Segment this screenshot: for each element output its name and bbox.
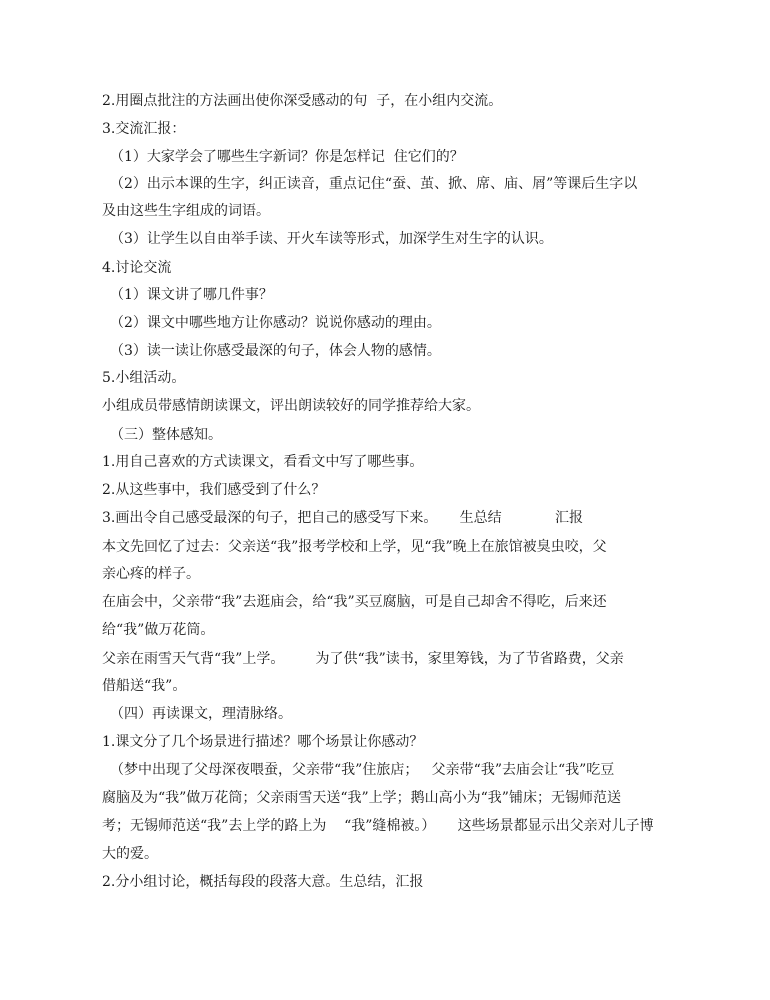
text-line: （三）整体感知。 <box>110 427 222 443</box>
text-line: 2.用圈点批注的方法画出使你深受感动的句 子，在小组内交流。 <box>102 93 503 109</box>
text-line: （3）让学生以自由举手读、开火车读等形式，加深学生对生字的认识。 <box>110 231 553 247</box>
text-line: （四）再读课文，理清脉络。 <box>110 706 292 722</box>
text-line: 2.分小组讨论，概括每段的段落大意。生总结，汇报 <box>102 874 424 890</box>
text-line: （梦中出现了父母深夜喂蚕，父亲带“我”住旅店； 父亲带“我”去庙会让“我”吃豆 <box>110 762 615 778</box>
text-line: 2.从这些事中，我们感受到了什么？ <box>102 482 326 498</box>
text-line: 4.讨论交流 <box>102 260 172 276</box>
text-line: 考；无锡师范送“我”去上学的路上为 “我”缝棉被。） 这些场景都显示出父亲对儿子博 <box>102 818 654 834</box>
text-line: （2）课文中哪些地方让你感动？说说你感动的理由。 <box>110 315 441 331</box>
text-line: （3）读一读让你感受最深的句子，体会人物的感情。 <box>110 343 441 359</box>
text-line: 及由这些生字组成的词语。 <box>102 203 270 219</box>
text-line: 给“我”做万花筒。 <box>102 622 215 638</box>
text-line: （2）出示本课的生字，纠正读音，重点记住“蚕、茧、掀、席、庙、屑”等课后生字以 <box>110 176 638 192</box>
text-line: 5.小组活动。 <box>102 370 186 386</box>
text-line: 借船送“我”。 <box>102 678 187 694</box>
text-line: 3.交流汇报： <box>102 121 186 137</box>
text-line: 在庙会中，父亲带“我”去逛庙会，给“我”买豆腐脑，可是自己却舍不得吃，后来还 <box>102 594 607 610</box>
text-line: （1）课文讲了哪几件事？ <box>110 287 273 303</box>
text-line: 1.用自己喜欢的方式读课文，看看文中写了哪些事。 <box>102 454 424 470</box>
text-line: 3.画出令自己感受最深的句子，把自己的感受写下来。 生总结 汇报 <box>102 510 584 526</box>
text-line: 本文先回忆了过去：父亲送“我”报考学校和上学，见“我”晚上在旅馆被臭虫咬，父 <box>102 539 607 555</box>
text-line: 腐脑及为“我”做万花筒；父亲雨雪天送“我”上学；鹅山高小为“我”铺床；无锡师范送 <box>102 790 621 806</box>
text-line: 大的爱。 <box>102 846 158 862</box>
text-line: 父亲在雨雪天气背“我”上学。 为了供“我”读书，家里筹钱，为了节省路费，父亲 <box>102 651 624 667</box>
text-line: （1）大家学会了哪些生字新词？你是怎样记 住它们的？ <box>110 149 464 165</box>
text-line: 1.课文分了几个场景进行描述？哪个场景让你感动？ <box>102 734 424 750</box>
text-line: 亲心疼的样子。 <box>102 566 200 582</box>
text-line: 小组成员带感情朗读课文，评出朗读较好的同学推荐给大家。 <box>102 398 480 414</box>
